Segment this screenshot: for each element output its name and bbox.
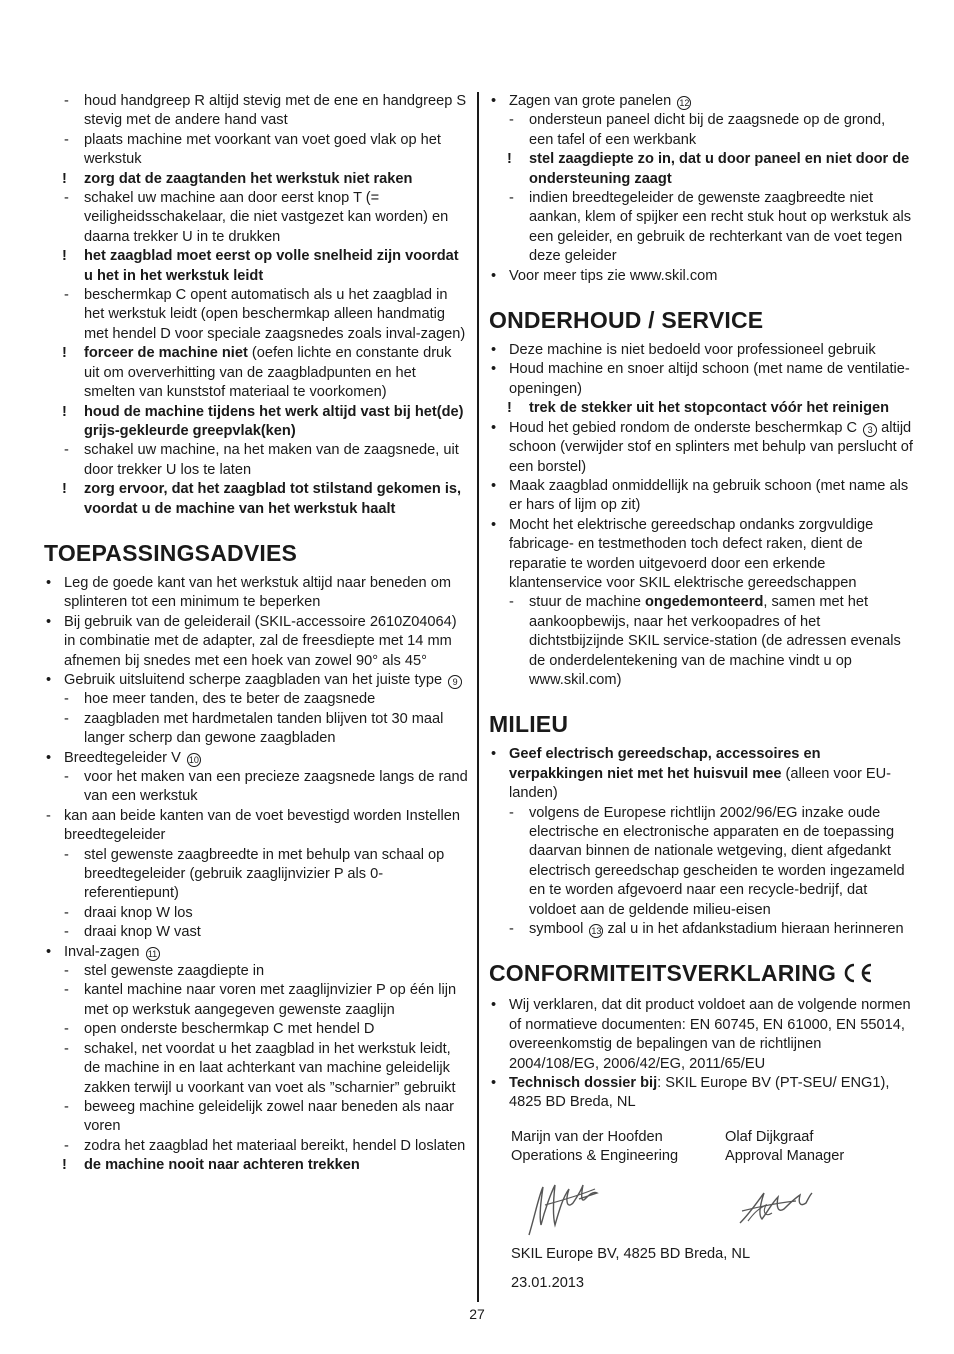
figure-reference-icon: 9	[448, 675, 462, 689]
bullet-item	[44, 943, 468, 962]
left-column	[44, 92, 468, 1176]
company-address: SKIL Europe BV, 4825 BD Breda, NL	[511, 1246, 751, 1262]
warning-item	[44, 480, 468, 519]
list-marker: -	[64, 924, 69, 941]
item-text: Houd het gebied rondom de onderste beschermkap C	[509, 419, 858, 436]
item-text: houd handgreep R altijd stevig met de ene en handgreep S stevig met de andere hand vast	[84, 93, 467, 129]
figure-reference-icon: 12	[679, 98, 690, 108]
dash-item	[44, 1040, 468, 1098]
conformity-list	[489, 996, 913, 1112]
item-text: Gebruik uitsluitend scherpe zaagbladen van het juiste type	[64, 671, 443, 688]
item-text: schakel uw machine, na het maken van de zaagsnede, uit door trekker U los te laten	[84, 442, 459, 478]
list-marker: -	[509, 594, 514, 611]
list-marker: !	[62, 1157, 67, 1174]
item-text: Deze machine is niet bedoeld voor professioneel gebruik	[509, 342, 876, 359]
section-heading-toepassingsadvies: TOEPASSINGSADVIES	[44, 539, 298, 566]
item-text: stuur de machine	[529, 594, 646, 611]
figure-reference-icon: 13	[591, 926, 602, 937]
list-marker: -	[64, 442, 69, 459]
item-text: Bij gebruik van de geleiderail (SKIL-accessoire 2610Z04064) in combinatie met de adapter, zal de freesdiepte met 14 mm afnemen bij snedes met een hoek van zowel 90° als 45°	[64, 613, 457, 669]
warning-item	[44, 247, 468, 286]
item-text: het zaagblad moet eerst op volle snelheid zijn voordat u het in het werkstuk leidt	[84, 248, 459, 284]
item-text: houd de machine tijdens het werk altijd vast bij het(de) grijs-gekleurde greepvlak(ken)	[84, 403, 464, 439]
list-marker: -	[64, 190, 69, 207]
item-text: Voor meer tips zie www.skil.com	[509, 267, 718, 284]
list-marker: -	[64, 1098, 69, 1115]
list-marker: •	[46, 943, 52, 960]
dash-item	[44, 1020, 468, 1039]
dash-item	[489, 804, 913, 920]
dash-item	[489, 189, 913, 267]
list-marker: •	[491, 93, 497, 109]
bullet-item	[44, 613, 468, 671]
item-text: Wij verklaren, dat dit product voldoet aan de volgende normen of normatieve documenten: EN 60745, EN 61000, EN 55014, overeenkomstig de bepalingen van de richtlijnen 2004/108/EG, 2006/42/EG, 2011/65/EU	[509, 997, 911, 1072]
section-heading-milieu: MILIEU	[489, 711, 569, 738]
list-marker: -	[64, 1137, 69, 1154]
item-text: Leg de goede kant van het werkstuk altijd naar beneden om splinteren tot een minimum te beperken	[64, 574, 451, 611]
list-marker: -	[64, 691, 69, 708]
list-marker: -	[64, 769, 69, 785]
item-text-bold: Technisch dossier bij	[509, 1075, 658, 1092]
list-marker: •	[491, 1075, 497, 1092]
item-text: symbool	[529, 921, 584, 938]
list-marker: •	[491, 267, 497, 284]
signature-2-image	[736, 1183, 816, 1236]
figure-reference-icon: 10	[188, 754, 199, 765]
dash-item	[44, 1098, 468, 1137]
list-marker: -	[64, 93, 69, 109]
list-marker: -	[509, 112, 514, 129]
item-text: Breedtegeleider V	[64, 749, 181, 766]
list-marker: -	[64, 963, 69, 980]
column-divider	[477, 92, 479, 1302]
signatory-2	[725, 1128, 844, 1167]
section-heading-conformiteit: CONFORMITEITSVERKLARING	[489, 959, 913, 989]
item-text: open onderste beschermkap C met hendel D	[84, 1021, 375, 1038]
item-text: hoe meer tanden, des te beter de zaagsnede	[84, 691, 376, 708]
page-number: 27	[469, 1306, 485, 1322]
item-text-bold: ongedemonteerd	[645, 594, 764, 611]
service-list	[489, 341, 913, 690]
item-text: de machine nooit naar achteren trekken	[84, 1157, 360, 1174]
item-text: Inval-zagen	[64, 943, 140, 960]
bullet-item	[489, 360, 913, 399]
item-text: altijd schoon (verwijder stof en splinters met behulp van perslucht of een borstel)	[509, 419, 913, 475]
list-marker: •	[491, 477, 497, 494]
list-marker: •	[46, 613, 52, 630]
signatory-title: Operations & Engineering	[511, 1148, 679, 1165]
item-text: voor het maken van een precieze zaagsnede langs de rand van een werkstuk	[84, 769, 468, 805]
list-marker: •	[491, 342, 497, 359]
item-text: beschermkap C opent automatisch als u het zaagblad in het werkstuk leidt (open beschermkap alleen handmatig met hendel D voor speciale zaagsnedes zoals inval-zagen)	[84, 287, 466, 342]
bullet-item	[489, 516, 913, 594]
item-text: draai knop W vast	[84, 924, 201, 941]
environment-list	[489, 745, 913, 939]
item-text: plaats machine met voorkant van voet goed vlak op het werkstuk	[84, 131, 441, 168]
item-text: indien breedtegeleider de gewenste zaagbreedte niet aankan, klem of spijker een recht stuk hout op werkstuk als een geleider, en gebruik de rechterkant van de voet tegen deze geleider	[529, 190, 912, 265]
dash-item	[44, 690, 468, 709]
large-panels-list	[489, 92, 913, 286]
item-text-bold: Geef electrisch gereedschap, accessoires en verpakkingen niet met het huisvuil mee	[509, 746, 821, 782]
list-marker: -	[64, 131, 69, 148]
item-text: zal u in het afdankstadium hieraan herinneren	[603, 921, 904, 938]
item-text: Zagen van grote panelen	[509, 93, 672, 109]
dash-item	[44, 904, 468, 923]
list-marker: !	[62, 403, 67, 420]
list-marker: •	[491, 419, 497, 436]
item-text: Maak zaagblad onmiddellijk na gebruik schoon (met name als er hars of lijm op zit)	[509, 477, 909, 514]
list-marker: -	[64, 982, 69, 999]
list-marker: •	[46, 749, 52, 766]
list-marker: !	[62, 248, 67, 265]
signatory-name: Marijn van der Hoofden	[511, 1129, 663, 1145]
list-marker: -	[509, 921, 514, 938]
dash-item	[44, 92, 468, 131]
item-text: zaagbladen met hardmetalen tanden blijven tot 30 maal langer scherp dan gewone zaagbladen	[84, 710, 444, 747]
bullet-item	[44, 671, 468, 690]
dash-item	[44, 981, 468, 1020]
section-heading-onderhoud-service: ONDERHOUD / SERVICE	[489, 307, 764, 334]
signatory-1	[511, 1128, 678, 1167]
dash-item	[44, 846, 468, 904]
item-text: stel gewenste zaagbreedte in met behulp van schaal op breedtegeleider (gebruik zaaglijnvizier P als 0-referentiepunt)	[84, 846, 445, 902]
list-marker: -	[64, 1021, 69, 1038]
list-marker: !	[62, 481, 67, 498]
bullet-item	[489, 1074, 913, 1113]
item-text: (alleen voor EU-landen)	[509, 765, 891, 802]
list-marker: -	[64, 287, 69, 304]
bullet-item	[44, 749, 468, 768]
warning-item	[489, 150, 913, 189]
list-marker: •	[46, 574, 52, 591]
item-text: stel zaagdiepte zo in, dat u door paneel en niet door de ondersteuning zaagt	[529, 151, 910, 187]
dash-item	[44, 441, 468, 480]
item-text: Houd machine en snoer altijd schoon (met name de ventilatie-openingen)	[509, 361, 910, 397]
dash-item	[44, 962, 468, 981]
list-marker: -	[46, 807, 51, 824]
bullet-item	[489, 996, 913, 1074]
dash-item	[44, 1137, 468, 1156]
list-marker: •	[491, 746, 497, 763]
list-marker: -	[509, 804, 514, 821]
bullet-item	[489, 341, 913, 360]
item-text: zorg ervoor, dat het zaagblad tot stilstand gekomen is, voordat u de machine van het werkstuk haalt	[84, 481, 462, 517]
item-text: : SKIL Europe BV (PT-SEU/ ENG1), 4825 BD Breda, NL	[509, 1075, 890, 1111]
ce-mark-icon	[840, 961, 874, 989]
item-text: beweeg machine geleidelijk zowel naar beneden als naar voren	[84, 1098, 454, 1135]
bullet-item	[489, 267, 913, 286]
right-column	[489, 92, 913, 1113]
warning-item	[489, 399, 913, 418]
warning-item	[44, 344, 468, 402]
bullet-item	[44, 574, 468, 613]
dash-item	[44, 189, 468, 247]
signatory-name: Olaf Dijkgraaf	[725, 1129, 814, 1145]
bullet-item	[489, 745, 913, 803]
list-marker: !	[62, 170, 67, 187]
list-marker: -	[64, 904, 69, 921]
list-marker: -	[64, 1040, 69, 1057]
figure-reference-icon: 3	[863, 423, 877, 437]
list-marker: !	[507, 151, 512, 168]
list-marker: •	[491, 361, 497, 378]
list-marker: -	[509, 190, 514, 207]
list-marker: !	[62, 345, 67, 362]
bullet-item	[489, 419, 913, 477]
usage-instructions-list	[44, 92, 468, 519]
item-text: schakel, net voordat u het zaagblad in het werkstuk leidt, de machine in en laat achterkant van machine geleidelijk zakken terwijl u voorkant van voet als ”scharnier” gebruikt	[84, 1040, 456, 1096]
list-marker: •	[491, 516, 497, 533]
item-text: stel gewenste zaagdiepte in	[84, 963, 265, 980]
signature-1-image	[525, 1175, 605, 1244]
declaration-date: 23.01.2013	[511, 1275, 585, 1291]
item-text: draai knop W los	[84, 904, 193, 921]
item-text: ondersteun paneel dicht bij de zaagsnede op de grond, een tafel of een werkbank	[529, 112, 886, 148]
item-text-bold: forceer de machine niet	[84, 345, 248, 362]
item-text: trek de stekker uit het stopcontact vóór het reinigen	[529, 400, 890, 417]
item-text: , samen met het aankoopbewijs, naar het verkoopadres of het dichtstbijzijnde SKIL service-station (de adressen evenals de onderdelentekening van de machine vindt u op www.skil.com)	[529, 594, 901, 688]
warning-item	[44, 403, 468, 442]
item-text: zorg dat de zaagtanden het werkstuk niet raken	[84, 170, 413, 187]
warning-item	[44, 1156, 468, 1175]
dash-item	[44, 807, 468, 846]
dash-item	[489, 111, 913, 150]
list-marker: -	[64, 710, 69, 727]
list-marker: !	[507, 400, 512, 417]
item-text: (oefen lichte en constante druk uit om oververhitting van de zaagbladpunten en het smelten van kunststof materiaal te voorkomen)	[84, 345, 452, 401]
dash-item	[44, 286, 468, 344]
bullet-item	[489, 477, 913, 516]
dash-item	[44, 923, 468, 942]
dash-item	[44, 768, 468, 807]
list-marker: •	[46, 671, 52, 688]
item-text: kan aan beide kanten van de voet bevestigd worden Instellen breedtegeleider	[64, 807, 460, 844]
item-text: kantel machine naar voren met zaaglijnvizier P op één lijn met op werkstuk aangegeven gewenste zaaglijn	[84, 982, 457, 1018]
signatory-title: Approval Manager	[725, 1148, 845, 1165]
item-text: zodra het zaagblad het materiaal bereikt, hendel D loslaten	[84, 1137, 466, 1154]
dash-item	[489, 920, 913, 939]
list-marker: •	[491, 997, 497, 1014]
dash-item	[489, 593, 913, 690]
application-advice-list	[44, 574, 468, 1176]
bullet-item	[489, 92, 913, 111]
dash-item	[44, 710, 468, 749]
item-text: Mocht het elektrische gereedschap ondanks zorgvuldige fabricage- en testmethoden toch defect raken, dient de reparatie te worden uitgevoerd door een erkende klantenservice voor SKIL elektrische gereedschappen	[509, 516, 874, 591]
list-marker: -	[64, 846, 69, 863]
item-text: volgens de Europese richtlijn 2002/96/EG inzake oude electrische en electronische apparaten en de toepassing daarvan binnen de nationale wetgeving, dient afgedankt electrisch gereedschap gescheiden te worden ingezameld en te worden afgevoerd naar een recycle-bedrijf, dat voldoet aan de geldende milieu-eisen	[529, 804, 905, 918]
item-text: schakel uw machine aan door eerst knop T (= veiligheidsschakelaar, die niet vastgezet kan worden) en daarna trekker U in te drukken	[84, 190, 449, 245]
warning-item	[44, 170, 468, 189]
figure-reference-icon: 11	[146, 947, 160, 961]
dash-item	[44, 131, 468, 170]
